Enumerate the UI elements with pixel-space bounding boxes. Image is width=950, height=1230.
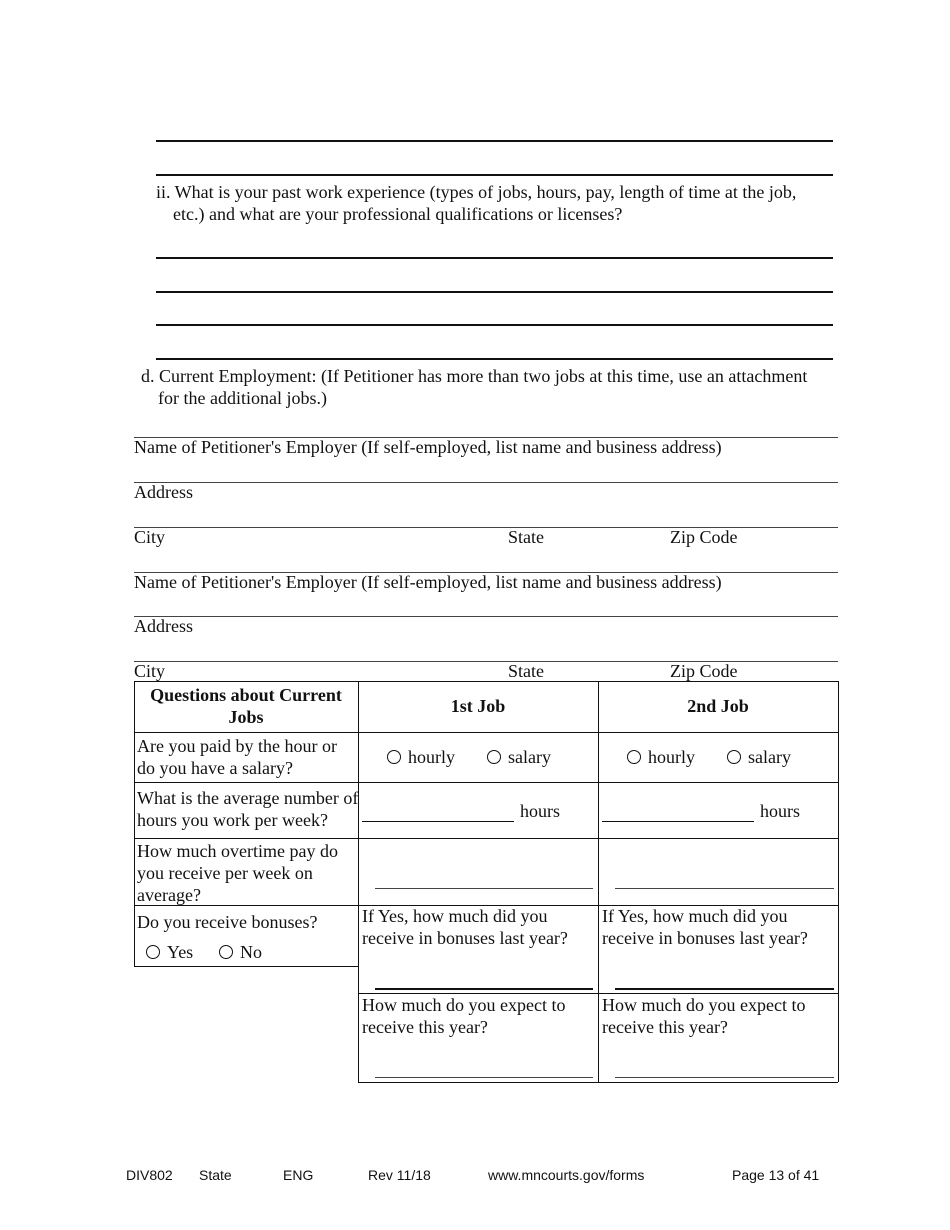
- job1-hours-field[interactable]: [362, 821, 514, 822]
- job1-hourly-option[interactable]: [387, 746, 455, 768]
- table-border: [134, 681, 838, 682]
- radio-icon[interactable]: [219, 945, 233, 959]
- hours-question: What is the average number of hours you work per week?: [137, 788, 359, 830]
- table-border: [598, 681, 599, 1082]
- table-header-questions: Questions about Current Jobs: [150, 685, 342, 727]
- footer-state: State: [199, 1167, 232, 1183]
- bonus-question: Do you receive bonuses?: [137, 912, 318, 932]
- footer-page-number: Page 13 of 41: [732, 1167, 820, 1183]
- table-border: [134, 838, 838, 839]
- radio-icon[interactable]: [387, 750, 401, 764]
- job1-salary-option[interactable]: [487, 746, 551, 768]
- overtime-question: How much overtime pay do you receive per week on average?: [137, 841, 338, 905]
- job1-bonus-this-year-label: How much do you expect to receive this year?: [362, 995, 566, 1037]
- job1-bonus-last-year-label: If Yes, how much did you receive in bonuses last year?: [362, 906, 568, 948]
- job2-salary-option[interactable]: [727, 746, 791, 768]
- employer1-name-label: Name of Petitioner's Employer (If self-employed, list name and business address): [134, 437, 722, 457]
- yes-label: Yes: [167, 942, 194, 962]
- answer-line[interactable]: [156, 324, 833, 326]
- employer2-city-label: City: [134, 661, 166, 681]
- answer-line[interactable]: [156, 174, 833, 176]
- job1-label: 1st Job: [450, 696, 506, 716]
- answer-line[interactable]: [156, 358, 833, 360]
- table-border: [358, 681, 359, 1082]
- employer2-address-label: Address: [134, 616, 193, 636]
- table-header-job2: [598, 695, 838, 717]
- employer2-state-label: State: [508, 661, 544, 681]
- employer1-state-label: State: [508, 527, 544, 547]
- hourly-label: hourly: [408, 747, 455, 767]
- job2-bonus-this-year-field[interactable]: [615, 1077, 834, 1078]
- question-ii-line1: ii. What is your past work experience (types of jobs, hours, pay, length of time at the job,: [156, 182, 797, 202]
- footer-form-id: DIV802: [126, 1167, 173, 1183]
- table-border: [134, 681, 135, 966]
- table-border: [358, 1082, 838, 1083]
- table-border: [134, 732, 838, 733]
- hourly-label: hourly: [648, 747, 695, 767]
- job2-bonus-last-year-label: If Yes, how much did you receive in bonuses last year?: [602, 906, 808, 948]
- bonus-yes-option[interactable]: [146, 941, 193, 963]
- no-label: No: [240, 942, 262, 962]
- job1-hours-unit: hours: [520, 801, 560, 821]
- employer2-zip-label: Zip Code: [670, 661, 738, 681]
- table-header-job1: [358, 695, 598, 717]
- job1-bonus-this-year-field[interactable]: [375, 1077, 593, 1078]
- job1-overtime-field[interactable]: [375, 888, 593, 889]
- salary-label: salary: [508, 747, 551, 767]
- table-border: [134, 782, 838, 783]
- footer-language: ENG: [283, 1167, 314, 1183]
- job2-bonus-last-year-field[interactable]: [615, 988, 834, 990]
- job2-hours-field[interactable]: [602, 821, 754, 822]
- employer2-name-label: Name of Petitioner's Employer (If self-employed, list name and business address): [134, 572, 722, 592]
- bonus-no-option[interactable]: [219, 941, 262, 963]
- employer1-city-label: City: [134, 527, 166, 547]
- answer-line[interactable]: [156, 140, 833, 142]
- job2-overtime-field[interactable]: [615, 888, 834, 889]
- job2-bonus-this-year-label: How much do you expect to receive this year?: [602, 995, 806, 1037]
- job2-hourly-option[interactable]: [627, 746, 695, 768]
- question-ii-line2: etc.) and what are your professional qualifications or licenses?: [173, 204, 623, 224]
- salary-label: salary: [748, 747, 791, 767]
- radio-icon[interactable]: [487, 750, 501, 764]
- employer1-address-label: Address: [134, 482, 193, 502]
- answer-line[interactable]: [156, 291, 833, 293]
- radio-icon[interactable]: [727, 750, 741, 764]
- pay-type-question: Are you paid by the hour or do you have a salary?: [137, 736, 337, 778]
- employer2-address-field[interactable]: [134, 616, 838, 617]
- table-border: [134, 966, 358, 967]
- job2-hours-unit: hours: [760, 801, 800, 821]
- job1-bonus-last-year-field[interactable]: [375, 988, 593, 990]
- section-d-line1: d. Current Employment: (If Petitioner has more than two jobs at this time, use an attachment: [141, 366, 808, 386]
- radio-icon[interactable]: [146, 945, 160, 959]
- answer-line[interactable]: [156, 257, 833, 259]
- footer-url[interactable]: www.mncourts.gov/forms: [488, 1167, 645, 1183]
- table-border: [838, 681, 839, 1082]
- radio-icon[interactable]: [627, 750, 641, 764]
- section-d-line2: for the additional jobs.): [158, 388, 327, 408]
- footer-revision: Rev 11/18: [368, 1167, 431, 1183]
- job2-label: 2nd Job: [687, 696, 749, 716]
- employer1-address-field[interactable]: [134, 482, 838, 483]
- employer1-zip-label: Zip Code: [670, 527, 738, 547]
